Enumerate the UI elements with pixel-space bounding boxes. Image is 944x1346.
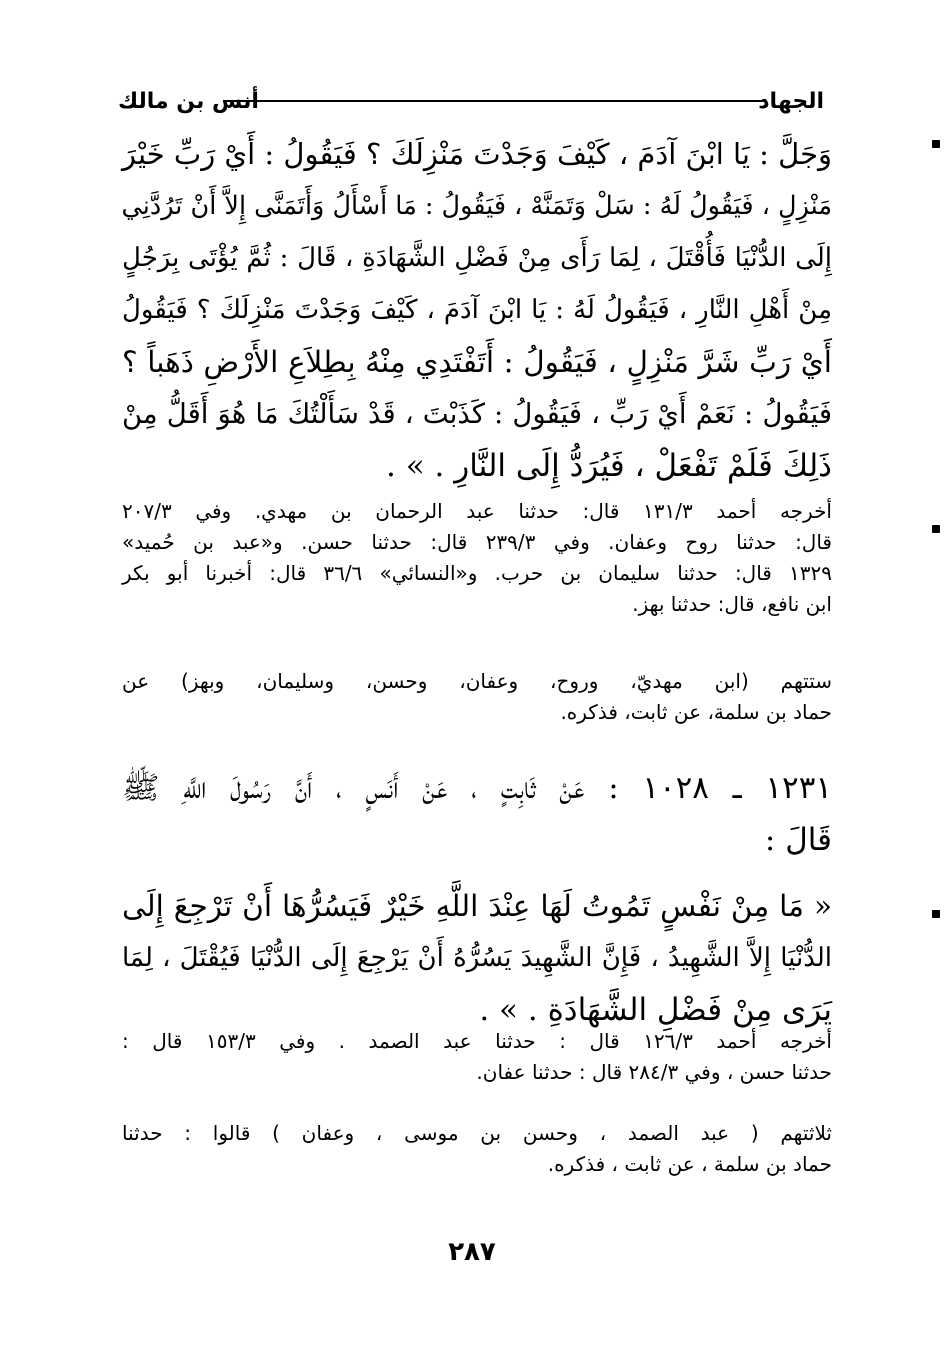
running-header bbox=[118, 83, 824, 123]
header-rule bbox=[223, 100, 764, 102]
note-line: أخرجه أحمد ١٣١/٣ قال: حدثنا عبد الرحمان بن مهدي. وفي ٢٠٧/٣ bbox=[122, 499, 832, 523]
text-line: ذَلِكَ فَلَمْ تَفْعَلْ ، فَيُرَدُّ إِلَى النَّارِ . » . bbox=[385, 448, 832, 484]
text-line: مِنْ أَهْلِ النَّارِ ، فَيَقُولُ لَهُ : يَا ابْنَ آدَمَ ، كَيْفَ وَجَدْتَ مَنْزِلَكَ ؟ فَيَقُولُ bbox=[122, 295, 832, 325]
note-line: حماد بن سلمة ، عن ثابت ، فذكره. bbox=[547, 1152, 832, 1176]
isnad-note-2 bbox=[122, 1118, 832, 1180]
text-line: فَيَقُولُ : نَعَمْ أَيْ رَبِّ ، فَيَقُولُ : كَذَبْتَ ، قَدْ سَأَلْتُكَ مَا هُوَ أَقَلُّ مِنْ bbox=[122, 398, 832, 430]
note-line: أخرجه أحمد ١٢٦/٣ قال : حدثنا عبد الصمد . وفي ١٥٣/٣ قال : bbox=[122, 1029, 832, 1053]
margin-mark bbox=[932, 525, 940, 533]
text-line: إِلَى الدُّنْيَا فَأُقْتَلَ ، لِمَا رَأَى مِنْ فَضْلِ الشَّهَادَةِ ، قَالَ : ثُمَّ يُؤْتَى بِرَجُلٍ bbox=[122, 243, 832, 273]
text-line: « مَا مِنْ نَفْسٍ تَمُوتُ لَهَا عِنْدَ اللَّهِ خَيْرٌ فَيَسُرُّهَا أَنْ تَرْجِعَ إِلَى bbox=[122, 889, 832, 923]
text-line: يَرَى مِنْ فَضْلِ الشَّهَادَةِ . » . bbox=[479, 992, 832, 1028]
note-line: قال: حدثنا روح وعفان. وفي ٢٣٩/٣ قال: حدثنا حسن. و«عبد بن حُميد» bbox=[122, 530, 832, 554]
note-line: حدثنا حسن ، وفي ٢٨٤/٣ قال : حدثنا عفان. bbox=[476, 1060, 832, 1084]
margin-mark bbox=[932, 140, 940, 148]
hadith-text-continued bbox=[122, 128, 832, 492]
text-line: الدُّنْيَا إِلاَّ الشَّهِيدُ ، فَإِنَّ الشَّهِيدَ يَسُرُّهُ أَنْ يَرْجِعَ إِلَى الدُّنْيَا فَيُقْتَلَ ، لِمَا bbox=[122, 943, 832, 973]
text-line: قَالَ : bbox=[764, 822, 832, 858]
text-line: أَيْ رَبِّ شَرَّ مَنْزِلٍ ، فَيَقُولُ : أَتَفْتَدِي مِنْهُ بِطِلاَعِ الأَرْضِ ذَهَباً ؟ bbox=[122, 345, 832, 379]
hadith-1231 bbox=[122, 762, 832, 1036]
narrator-name: أنس بن مالك bbox=[118, 89, 259, 114]
margin-mark bbox=[932, 910, 940, 918]
note-line: ثلاثتهم ( عبد الصمد ، وحسن بن موسى ، وعفان ) قالوا : حدثنا bbox=[122, 1121, 832, 1145]
takhrij-note-2 bbox=[122, 1026, 832, 1088]
takhrij-note bbox=[122, 496, 832, 620]
note-line: ١٣٢٩ قال: حدثنا سليمان بن حرب. و«النسائي» ٣٦/٦ قال: أخبرنا أبو بكر bbox=[122, 561, 832, 585]
text-line: مَنْزِلٍ ، فَيَقُولُ لَهُ : سَلْ وَتَمَنَّهْ ، فَيَقُولُ : مَا أَسْأَلُ وَأَتَمَنَّى إِلاَّ أَنْ تَرُدَّنِي bbox=[121, 191, 832, 221]
note-line: حماد بن سلمة، عن ثابت، فذكره. bbox=[560, 700, 832, 724]
note-line: ستتهم (ابن مهديّ، وروح، وعفان، وحسن، وسليمان، وبهز) عن bbox=[122, 669, 832, 693]
hadith-number-line: ١٢٣١ ـ ١٠٢٨ : عَنْ ثَابِتٍ ، عَنْ أَنَسٍ ، أَنَّ رَسُولَ اللَّهِ ﷺ bbox=[122, 770, 833, 806]
section-title: الجهاد bbox=[758, 89, 824, 114]
page-number: ٢٨٧ bbox=[448, 1237, 496, 1267]
note-line: ابن نافع، قال: حدثنا بهز. bbox=[632, 592, 832, 616]
isnad-note bbox=[122, 666, 832, 728]
text-line: وَجَلَّ : يَا ابْنَ آدَمَ ، كَيْفَ وَجَدْتَ مَنْزِلَكَ ؟ فَيَقُولُ : أَيْ رَبِّ خَيْرَ bbox=[122, 137, 832, 171]
